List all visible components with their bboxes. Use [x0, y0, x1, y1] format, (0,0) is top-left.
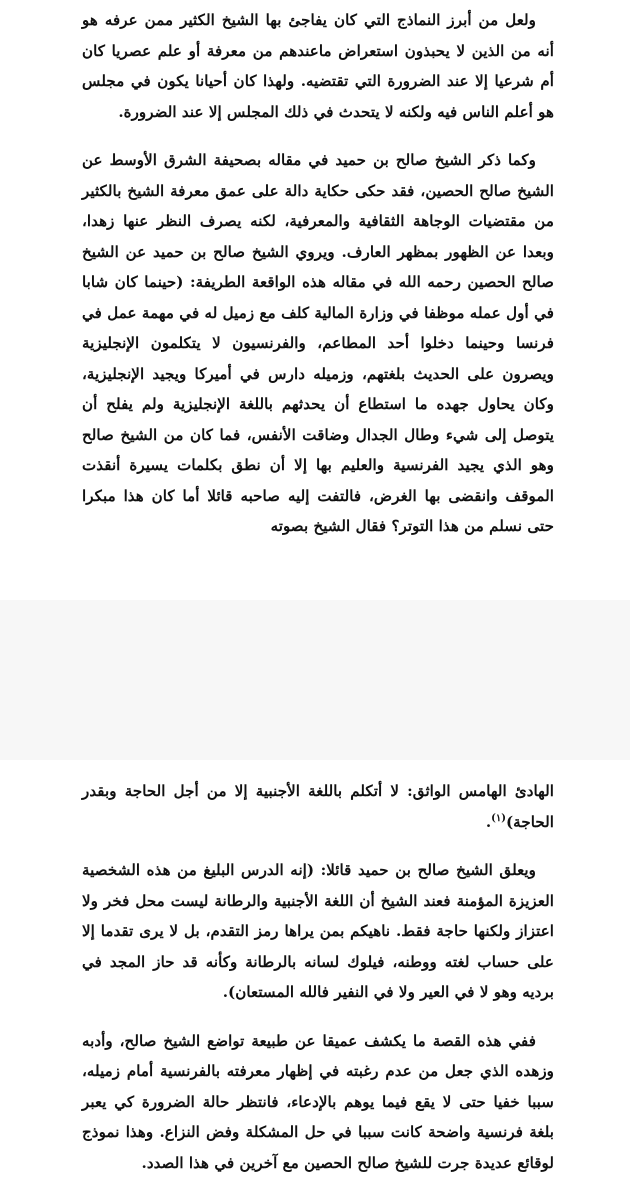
paragraph-4 — [82, 855, 554, 1008]
footnote-marker: (١) — [491, 812, 506, 824]
paragraph-1-text: ولعل من أبرز النماذج التي كان يفاجئ بها الشيخ الكثير ممن عرفه هو أنه من الذين لا يحبذون استعراض ماعندهم من معرفة أو علم عصريا كان أم شرعيا إلا عند الضرورة التي تقتضيه. ولهذا كان أحيانا يكون في مجلس هو أعلم الناس فيه ولكنه لا يتحدث في ذلك المجلس إلا عند الضرورة. — [82, 11, 554, 121]
paragraph-5-text: ففي هذه القصة ما يكشف عميقا عن طبيعة تواضع الشيخ صالح، وأدبه وزهده الذي جعل من عدم رغبته في إظهار معرفته بالفرنسية أمام زميله، سببا خفيا حتى لا يقع فيما يوهم بالإدعاء، فانتظر حالة الضرورة كي يعبر بلغة فرنسية واضحة كانت سببا في حل المشكلة وفض النزاع. وهذا نموذج لوقائع عديدة جرت للشيخ صالح الحصين مع آخرين في هذا الصدد. — [82, 1031, 554, 1172]
paragraph-3 — [82, 760, 554, 837]
paragraph-2-text: وكما ذكر الشيخ صالح بن حميد في مقاله بصحيفة الشرق الأوسط عن الشيخ صالح الحصين، فقد حكى حكاية دالة على عمق معرفة الشيخ بالكثير من مقتضيات الوجاهة الثقافية والمعرفية، لكنه يصرف النظر عنها زهدا، وبعدا عن الظهور بمظهر العارف. ويروي الشيخ صالح بن حميد عن الشيخ صالح الحصين رحمه الله في مقاله هذه الواقعة الطريفة: (حينما كان شابا في أول عمله موظفا في وزارة المالية كلف مع زميل له في مهمة عمل في فرنسا وحينما دخلوا أحد المطاعم، والفرنسيون لا يتكلمون الإنجليزية ويصرون على الحديث بلغتهم، وزميله دارس في أميركا ويجيد الإنجليزية، وكان يحاول جهده ما استطاع أن يحدثهم باللغة الإنجليزية ولم يفلح أن يتوصل إلى شيء وطال الجدال وضاقت الأنفس، فما كان من الشيخ صالح وهو الذي يجيد الفرنسية والعليم بها إلا أن نطق بكلمات يسيرة أنقذت الموقف وانقضى بها الغرض، فالتفت إليه صاحبه قائلا أما كان هذا مبكرا حتى نسلم من هذا التوتر؟ فقال الشيخ بصوته — [82, 151, 554, 535]
page-bottom — [0, 760, 630, 1200]
paragraph-3-end: . — [485, 812, 492, 831]
page-gap — [0, 600, 630, 760]
paragraph-3-text: الهادئ الهامس الواثق: لا أتكلم باللغة الأجنبية إلا من أجل الحاجة وبقدر الحاجة) — [82, 782, 554, 831]
paragraph-1 — [82, 0, 554, 127]
paragraph-4-text: ويعلق الشيخ صالح بن حميد قائلا: (إنه الدرس البليغ من هذه الشخصية العزيزة المؤمنة فعند الشيخ أن اللغة الأجنبية والرطانة ليست محل فخر ولا اعتزاز ولكنها حاجة فقط. ناهيكم بمن يراها رمز التقدم، بل لا يرى تقدما إلا على حساب لغته ووطنه، فيلوك لسانه بالرطانة وكأنه قد حاز المجد في برديه وهو لا في العير ولا في النفير فالله المستعان). — [82, 861, 554, 1001]
paragraph-2 — [82, 145, 554, 542]
paragraph-5 — [82, 1026, 554, 1179]
